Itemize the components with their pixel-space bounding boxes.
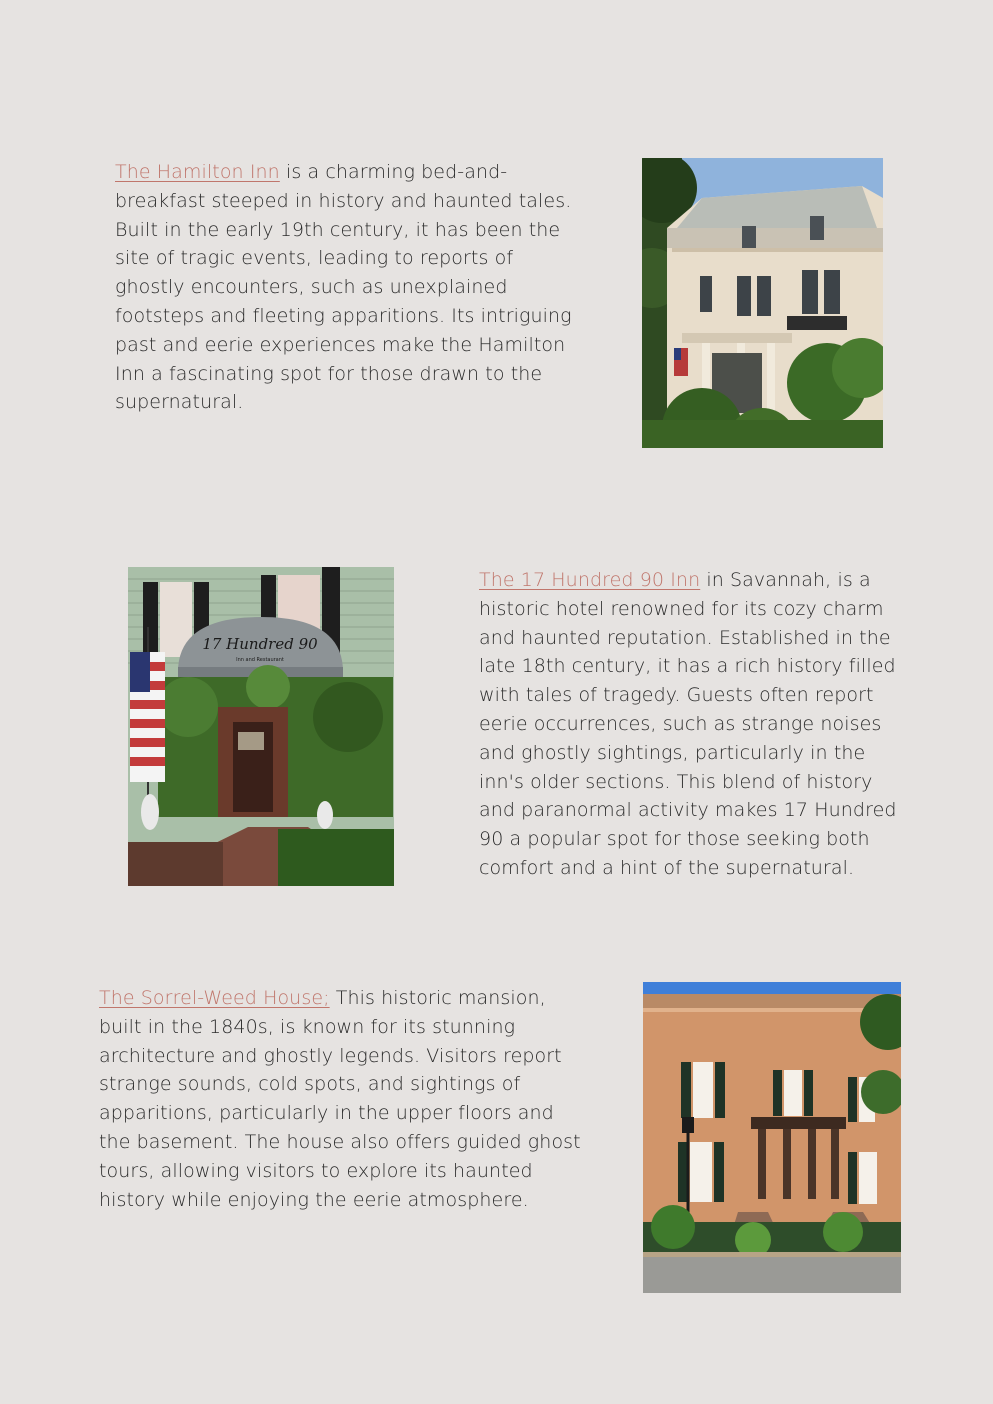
seventeen-hundred-ninety-inn-link[interactable]: The 17 Hundred 90 Inn — [479, 569, 701, 591]
sorrel-weed-house-paragraph — [99, 984, 584, 1214]
seventeen-hundred-ninety-inn-photo — [128, 567, 394, 886]
seventeen-hundred-ninety-inn-paragraph — [479, 566, 899, 883]
awning-sign-subtitle: Inn and Restaurant — [236, 657, 284, 663]
hamilton-inn-text: is a charming bed-and-breakfast steeped in history and haunted tales. Built in the early 19th century, it has been the site of tragic events, leading to reports of ghostly encounters, such as unexplained footsteps and fleeting apparitions. Its intriguing past and eerie experiences make the Hamilton Inn a fascinating spot for those drawn to the supernatural. — [115, 161, 572, 414]
sorrel-weed-house-text: This historic mansion, built in the 1840s, is known for its stunning architecture and ghostly legends. Visitors report strange sounds, cold spots, and sightings of apparitions, particularly in the upper floors and the basement. The house also offers guided ghost tours, allowing visitors to explore its haunted history while enjoying the eerie atmosphere. — [99, 987, 581, 1211]
sorrel-weed-house-link[interactable]: The Sorrel-Weed House; — [99, 987, 330, 1009]
hamilton-inn-paragraph — [115, 158, 575, 417]
seventeen-hundred-ninety-inn-text: in Savannah, is a historic hotel renowned for its cozy charm and haunted reputation. Established in the late 18th century, it has a rich history filled with tales of tragedy. Guests often report eerie occurrences, such as strange noises and ghostly sightings, particularly in the inn's older sections. This blend of history and paranormal activity makes 17 Hundred 90 a popular spot for those seeking both comfort and a hint of the supernatural. — [479, 569, 897, 879]
sorrel-weed-house-photo — [643, 982, 901, 1293]
hamilton-inn-photo — [642, 158, 883, 448]
awning-sign-text: 17 Hundred 90 — [202, 635, 318, 653]
hamilton-inn-link[interactable]: The Hamilton Inn — [115, 161, 280, 183]
